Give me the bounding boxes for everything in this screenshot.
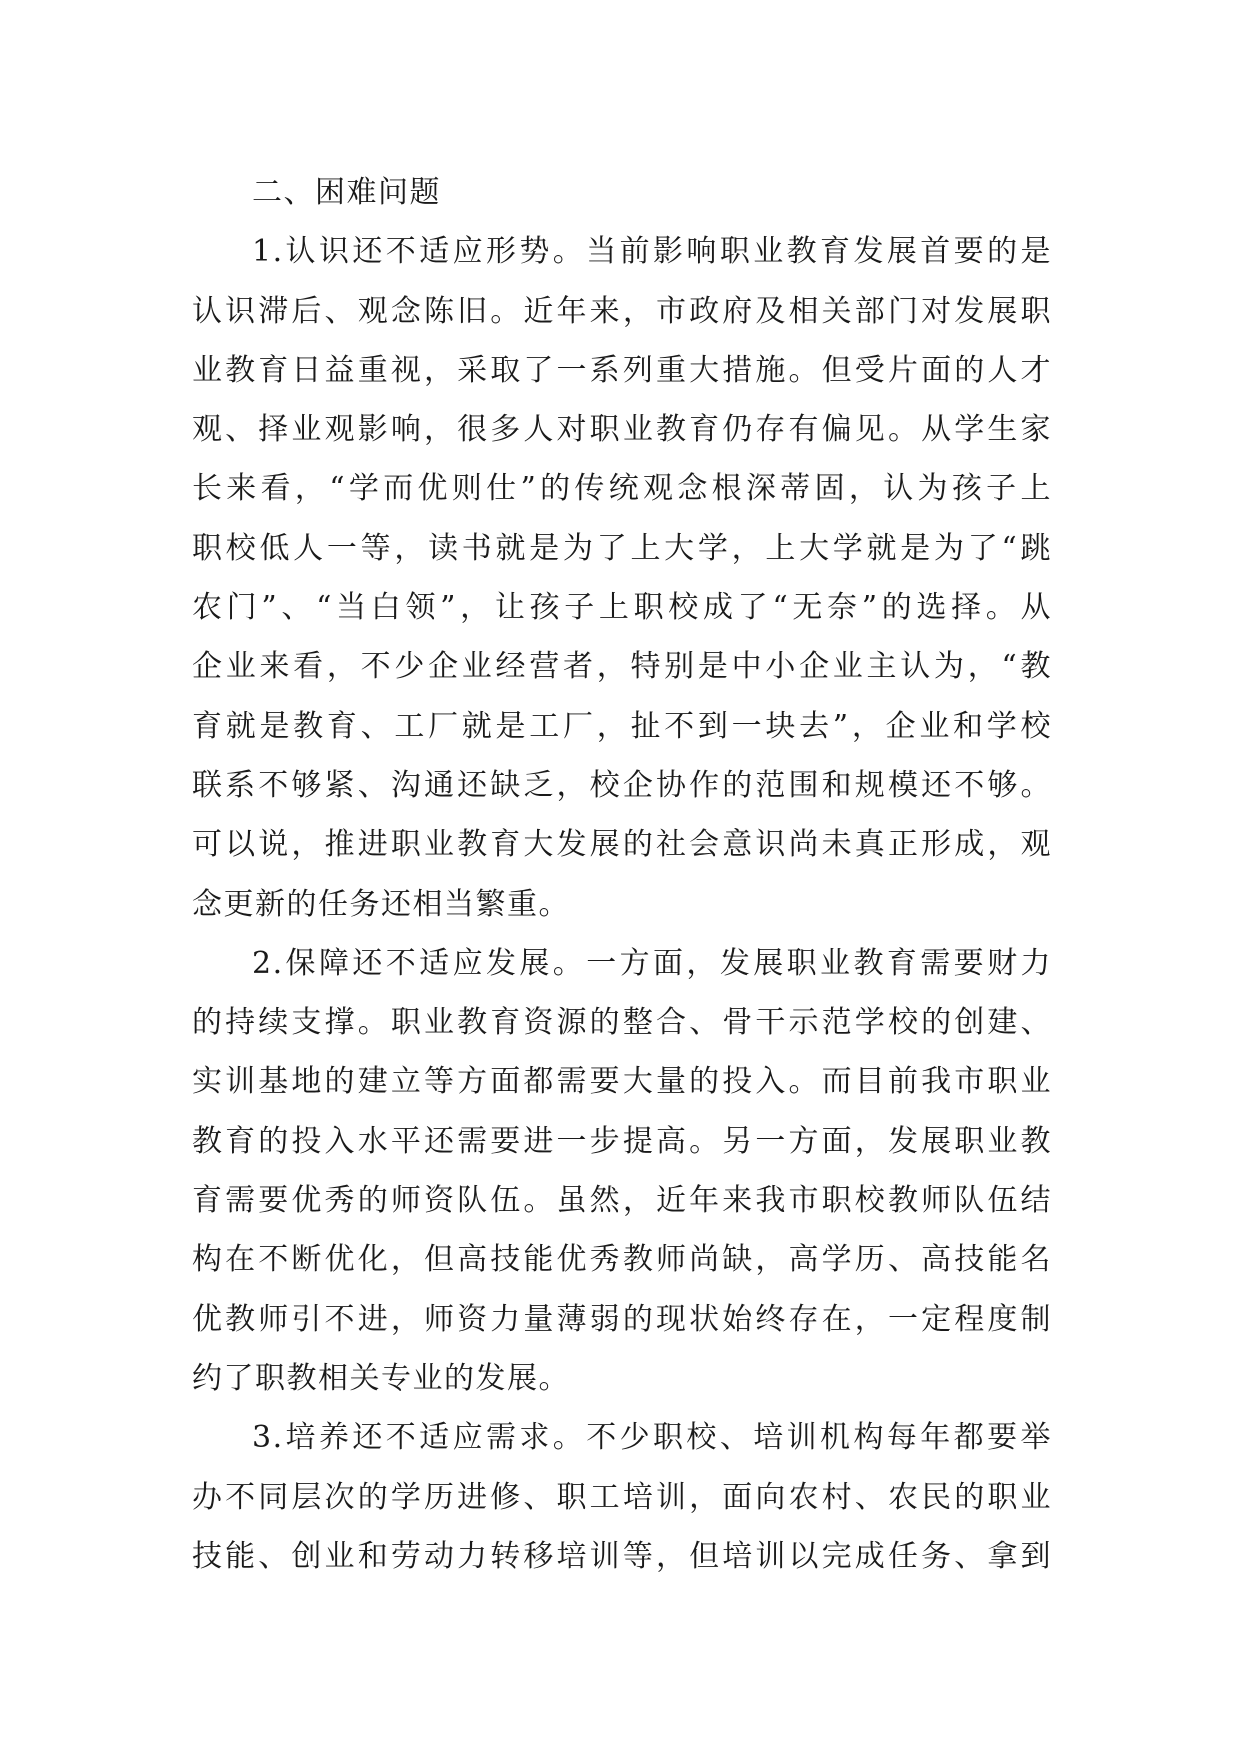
paragraph-line: 2.保障还不适应发展。一方面，发展职业教育需要财力	[252, 945, 1052, 981]
paragraph-2	[192, 934, 1052, 1408]
paragraph-line: 农门”、“当白领”，让孩子上职校成了“无奈”的选择。从	[192, 590, 1052, 626]
paragraph-3	[192, 1408, 1052, 1586]
paragraph-line: 长来看，“学而优则仕”的传统观念根深蒂固，认为孩子上	[192, 471, 1052, 507]
paragraph-line: 可以说，推进职业教育大发展的社会意识尚未真正形成，观	[192, 827, 1052, 863]
paragraph-line: 3.培养还不适应需求。不少职校、培训机构每年都要举	[252, 1420, 1052, 1456]
document-page	[192, 163, 1052, 1586]
paragraph-line: 优教师引不进，师资力量薄弱的现状始终存在，一定程度制	[192, 1301, 1052, 1337]
paragraph-line: 约了职教相关专业的发展。	[192, 1360, 570, 1396]
section-heading: 二、困难问题	[252, 175, 441, 210]
paragraph-line: 职校低人一等，读书就是为了上大学，上大学就是为了“跳	[192, 530, 1052, 566]
paragraph-line: 育就是教育、工厂就是工厂，扯不到一块去”，企业和学校	[192, 708, 1052, 744]
paragraph-line: 构在不断优化，但高技能优秀教师尚缺，高学历、高技能名	[192, 1242, 1052, 1278]
paragraph-1	[192, 222, 1052, 934]
paragraph-line: 观、择业观影响，很多人对职业教育仍存有偏见。从学生家	[192, 412, 1052, 448]
paragraph-line: 的持续支撑。职业教育资源的整合、骨干示范学校的创建、	[192, 1005, 1052, 1041]
paragraph-line: 实训基地的建立等方面都需要大量的投入。而目前我市职业	[192, 1064, 1052, 1100]
paragraph-line: 技能、创业和劳动力转移培训等，但培训以完成任务、拿到	[192, 1538, 1052, 1574]
paragraph-line: 办不同层次的学历进修、职工培训，面向农村、农民的职业	[192, 1479, 1052, 1515]
paragraph-line: 企业来看，不少企业经营者，特别是中小企业主认为，“教	[192, 649, 1052, 685]
paragraph-line: 育需要优秀的师资队伍。虽然，近年来我市职校教师队伍结	[192, 1183, 1052, 1219]
paragraph-line: 联系不够紧、沟通还缺乏，校企协作的范围和规模还不够。	[192, 767, 1052, 803]
paragraph-line: 教育的投入水平还需要进一步提高。另一方面，发展职业教	[192, 1123, 1052, 1159]
paragraph-line: 认识滞后、观念陈旧。近年来，市政府及相关部门对发展职	[192, 293, 1052, 329]
paragraph-line: 业教育日益重视，采取了一系列重大措施。但受片面的人才	[192, 352, 1052, 388]
paragraph-line: 1.认识还不适应形势。当前影响职业教育发展首要的是	[252, 234, 1052, 270]
paragraph-line: 念更新的任务还相当繁重。	[192, 886, 570, 922]
